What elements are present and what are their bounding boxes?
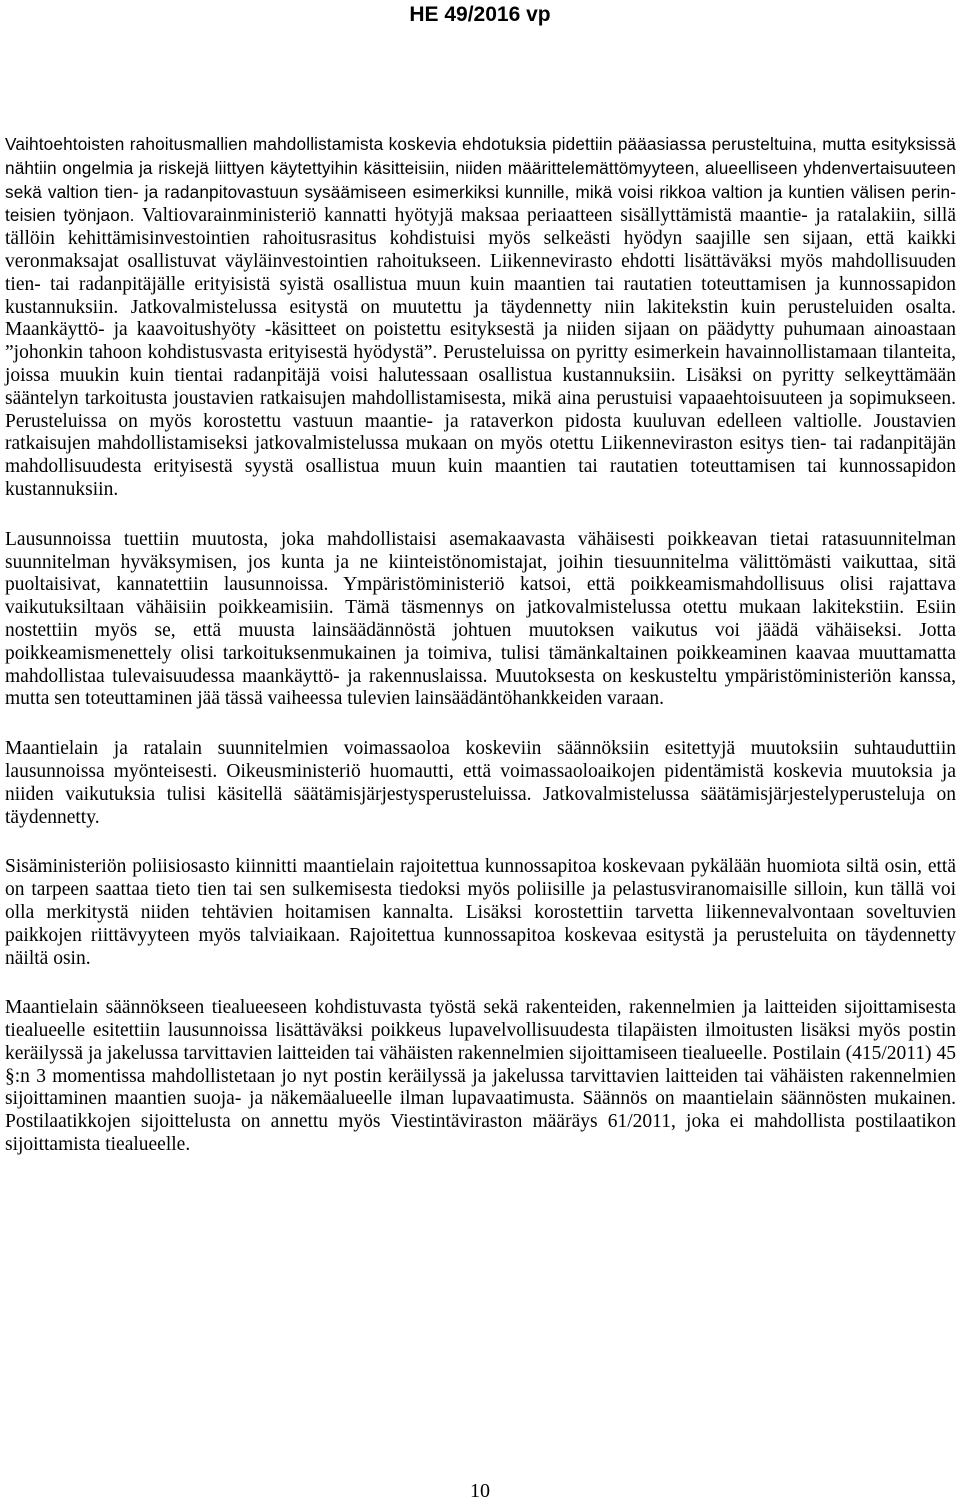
paragraph-1-sans-text: Vaihtoehtoisten rahoitusmallien mahdollistamista koskevia ehdotuksia pidettiin pääasiassa perusteltuina, mutta esityksissä nähtiin ongelmia ja riskejä liittyen käytettyihin käsitteisiin, niiden määrittelemättömyyteen, alueelliseen yhdenvertaisuuteen sekä valtion tien- ja radanpitovastuun sysäämiseen esimerkiksi kunnille, mikä voisi rikkoa valtion ja kuntien välisen perinteisien työnjaon. bbox=[5, 134, 956, 226]
document-body bbox=[5, 133, 956, 1184]
paragraph-2: Lausunnoissa tuettiin muutosta, joka mahdollistaisi asemakaavasta vähäisesti poikkeavan tietai ratasuunnitelman suunnitelman hyväksymisen, jos kunta ja ne kiinteistönomistajat, joihin tiesuunnitelma välittömästi vaikuttaa, sitä puoltaisivat, kannatettiin lausunnoissa. Ympäristöministeriö katsoi, että poikkeamismahdollisuus olisi rajattava vaikutuksiltaan vähäisiin poikkeamisiin. Tämä täsmennys on jatkovalmistelussa otettu mukaan lakitekstiin. Esiin nostettiin myös se, että muusta lainsäädännöstä johtuen muutoksen vaikutus voi jäädä vähäiseksi. Jotta poikkeamismenettely olisi tarkoituksenmukainen ja toimiva, tulisi tämänkaltainen poikkeaminen kaavaa muuttamatta mahdollistaa tulevaisuudessa maankäyttö- ja rakennuslaissa. Muutoksesta on keskusteltu ympäristöministeriön kanssa, mutta sen toteuttaminen jää tässä vaiheessa tulevien lainsäädäntöhankkeiden varaan. bbox=[5, 528, 956, 710]
document-id: HE 49/2016 vp bbox=[409, 3, 551, 26]
paragraph-4: Sisäministeriön poliisiosasto kiinnitti maantielain rajoitettua kunnossapitoa koskevaan pykälään huomiota siltä osin, että on tarpeen saattaa tieto tien tai sen sulkemisesta tiedoksi myös poliisille ja pelastusviranomaisille silloin, kun tällä voi olla merkitystä niiden tehtävien hoitamisen kannalta. Lisäksi korostettiin tarvetta liikennevalvontaan soveltuvien paikkojen riittävyyteen myös talviaikaan. Rajoitettua kunnossapitoa koskevaa esitystä ja perusteluita on täydennetty näiltä osin. bbox=[5, 856, 956, 969]
paragraph-3: Maantielain ja ratalain suunnitelmien voimassaoloa koskeviin säännöksiin esitettyjä muutoksiin suhtauduttiin lausunnoissa myönteisesti. Oikeusministeriö huomautti, että voimassaoloaikojen pidentämistä koskevia muutoksia ja niiden vaikutuksia tulisi käsitellä säätämisjärjestysperusteluissa. Jatkovalmistelussa säätämisjärjestelyperusteluja on täydennetty. bbox=[5, 738, 956, 828]
paragraph-1 bbox=[5, 133, 956, 502]
paragraph-1-serif-text: Valtiovarainministeriö kannatti hyötyjä maksaa periaatteen sisällyttämistä maantie- ja ratalakiin, sillä tällöin kehittämisinvestointien rahoitusrasitus kohdistuisi myös selkeästi hyödyn saajille sen sijaan, että kaikki veronmaksajat osallistuvat väyläinvestointien rahoitukseen. Liikennevirasto ehdotti lisättäväksi myös mahdollisuuden tien- tai radanpitäjälle erityisistä syistä osallistua muun kuin maantien tai rautatien toteuttamisen ja kunnossapidon kustannuksiin. Jatkovalmistelussa esitystä on muutettu ja täydennetty niin lakitekstin kuin perusteluiden osalta. Maankäyttö- ja kaavoitushyöty -käsitteet on poistettu esityksestä ja niiden sijaan on päädytty puhumaan ainoastaan ”johonkin tahoon kohdistusvasta erityisestä hyödystä”. Perusteluissa on pyritty esimerkein havainnollistamaan tilanteita, joissa muukin kuin tientai radanpitäjä voisi halutessaan osallistua kustannuksiin. Lisäksi on pyritty selkeyttämään sääntelyn tarkoitusta joustavien ratkaisujen mahdollistamisesta, mikä aina perustuisi vapaaehtoisuuteen ja sopimukseen. Perusteluissa on myös korostettu vastuun maantie- ja rataverkon pidosta kuuluvan edelleen valtiolle. Joustavien ratkaisujen mahdollistamiseksi jatkovalmistelussa mukaan on myös otettu Liikenneviraston esitys tien- tai radanpitäjän mahdollisuudesta erityisestä syystä osallistua muun kuin maantien tai rautatien toteuttamisen tai kunnossapidon kustannuksiin. bbox=[5, 205, 957, 500]
document-header bbox=[0, 0, 960, 28]
paragraph-5: Maantielain säännökseen tiealueeseen kohdistuvasta työstä sekä rakenteiden, rakennelmien ja laitteiden sijoittamisesta tiealueelle esitettiin lausunnoissa lisättäväksi poikkeus lupavelvollisuudesta tilapäisten ilmoitusten lisäksi myös postin keräilyssä ja jakelussa tarvittavien laitteiden tai vähäisten rakennelmien sijoittamiseen tiealueelle. Postilain (415/2011) 45 §:n 3 momentissa mahdollistetaan jo nyt postin keräilyssä ja jakelussa tarvittavien laitteiden tai vähäisten rakennelmien sijoittaminen maantien suoja- ja näkemäalueelle ilman lupavaatimusta. Säännös on maantielain säännösten mukainen. Postilaatikkojen sijoittelusta on annettu myös Viestintäviraston määräys 61/2011, joka ei mahdollista postilaatikon sijoittamista tiealueelle. bbox=[5, 997, 956, 1156]
page-number: 10 bbox=[470, 1480, 490, 1502]
